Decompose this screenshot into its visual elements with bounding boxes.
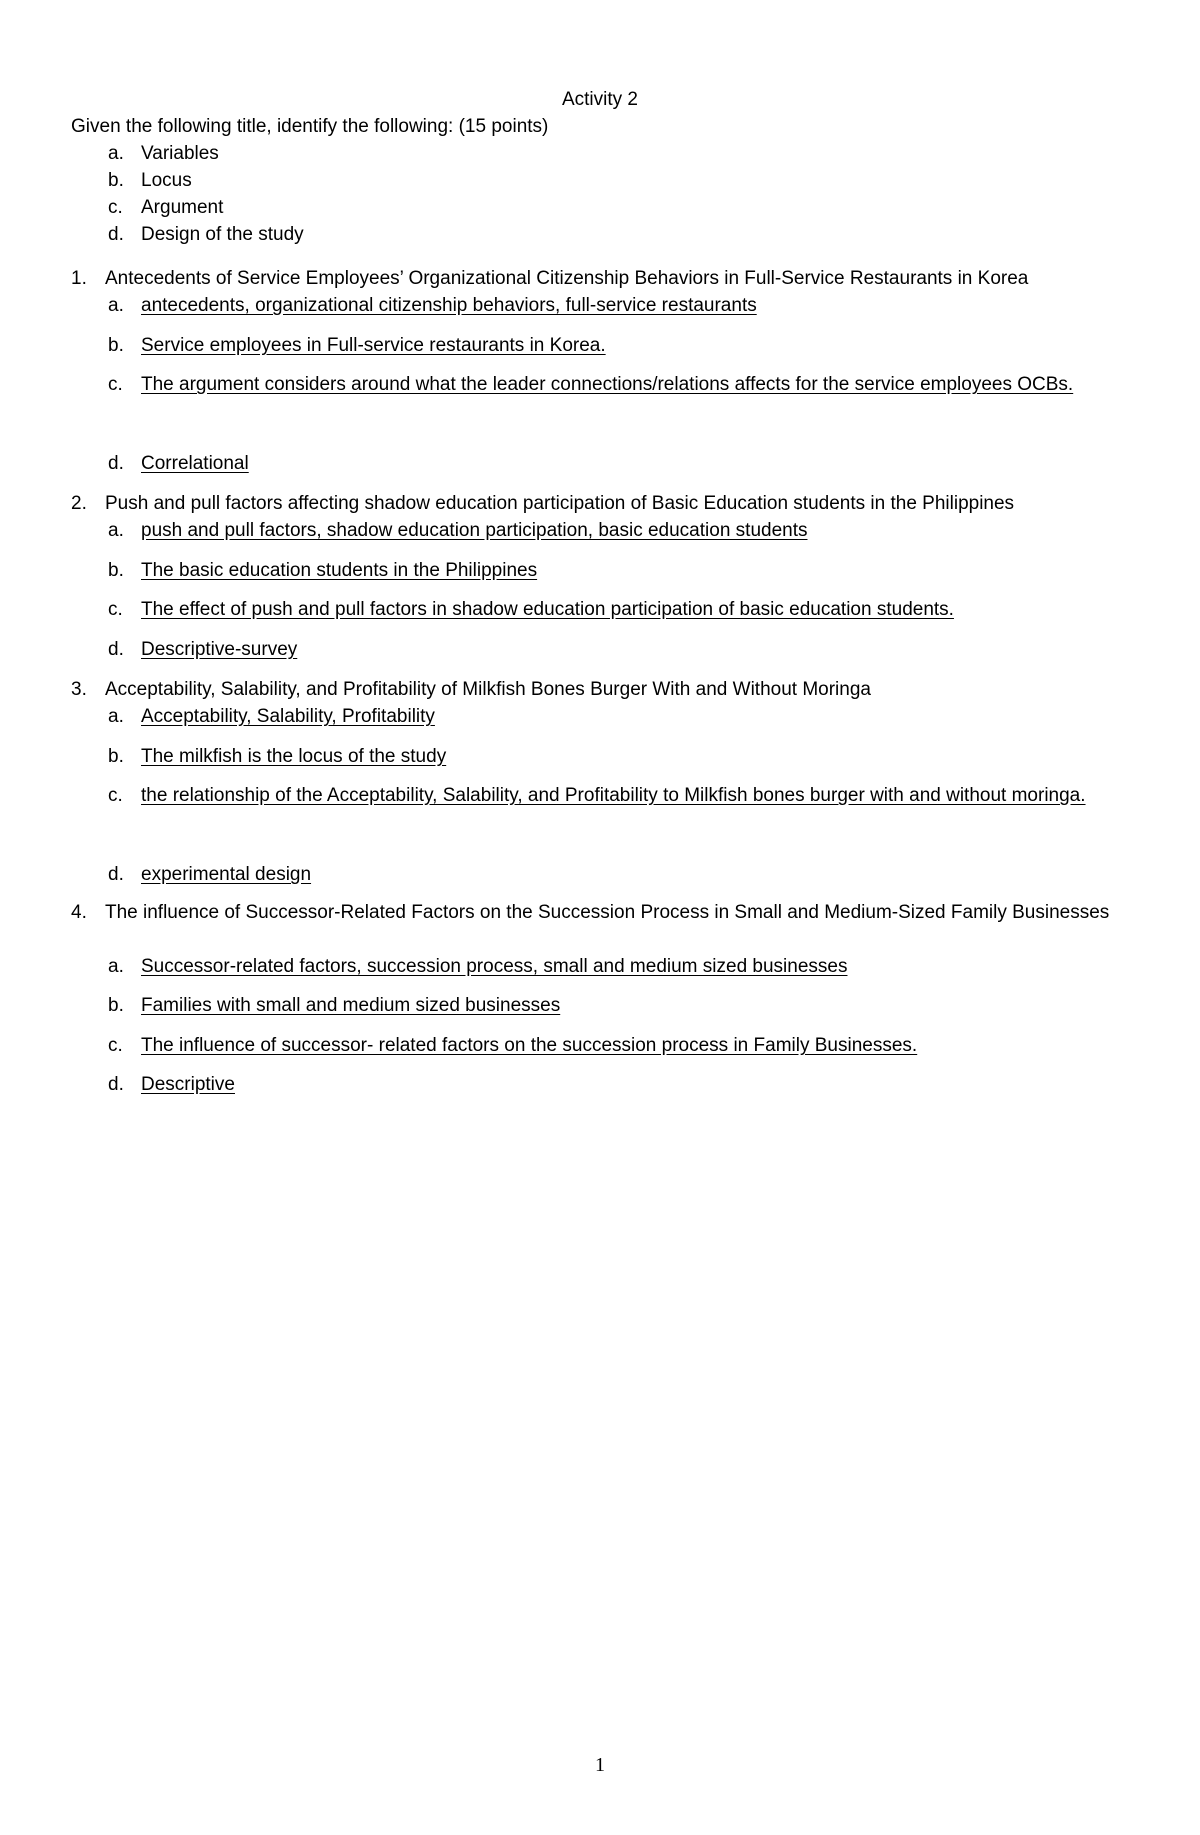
answer-letter: d.	[108, 864, 124, 885]
question-title: The influence of Successor-Related Factors on the Succession Process in Small and Medium-Sized Family Businesses	[105, 902, 1110, 923]
answer-text: the relationship of the Acceptability, Salability, and Profitability to Milkfish bones burger with and without moringa.	[141, 785, 1086, 806]
answer-letter: b.	[108, 335, 124, 356]
question-title: Push and pull factors affecting shadow education participation of Basic Education students in the Philippines	[105, 493, 1015, 514]
answer-letter: c.	[108, 1035, 123, 1056]
criteria-letter: c.	[108, 197, 123, 218]
answer-letter: d.	[108, 639, 124, 660]
criteria-text: Locus	[141, 170, 192, 191]
answer-text: antecedents, organizational citizenship behaviors, full-service restaurants	[141, 295, 757, 316]
answer-text: The argument considers around what the leader connections/relations affects for the service employees OCBs.	[141, 374, 1074, 395]
answer-text: The influence of successor- related factors on the succession process in Family Businesses.	[141, 1035, 918, 1056]
answer-text: experimental design	[141, 864, 312, 885]
activity-title: Activity 2	[561, 89, 639, 110]
answer-text: Families with small and medium sized businesses	[141, 995, 561, 1016]
question-number: 2.	[71, 493, 87, 514]
answer-letter: c.	[108, 599, 123, 620]
question-number: 3.	[71, 679, 87, 700]
answer-letter: a.	[108, 520, 124, 541]
answer-letter: a.	[108, 295, 124, 316]
answer-text: The basic education students in the Philippines	[141, 560, 538, 581]
page-number: 1	[595, 1754, 605, 1776]
answer-letter: d.	[108, 1074, 124, 1095]
answer-text: Correlational	[141, 453, 249, 474]
question-title: Antecedents of Service Employees’ Organizational Citizenship Behaviors in Full-Service Restaurants in Korea	[105, 268, 1029, 289]
criteria-text: Design of the study	[141, 224, 304, 245]
question-number: 4.	[71, 902, 87, 923]
answer-text: Successor-related factors, succession process, small and medium sized businesses	[141, 956, 848, 977]
criteria-text: Argument	[141, 197, 224, 218]
answer-text: The effect of push and pull factors in shadow education participation of basic education students.	[141, 599, 954, 620]
answer-letter: a.	[108, 956, 124, 977]
criteria-letter: a.	[108, 143, 124, 164]
answer-letter: d.	[108, 453, 124, 474]
answer-letter: b.	[108, 995, 124, 1016]
answer-text: Acceptability, Salability, Profitability	[141, 706, 435, 727]
answer-letter: c.	[108, 785, 123, 806]
answer-text: Descriptive	[141, 1074, 235, 1095]
answer-letter: b.	[108, 560, 124, 581]
answer-text: push and pull factors, shadow education participation, basic education students	[141, 520, 808, 541]
question-number: 1.	[71, 268, 87, 289]
answer-letter: a.	[108, 706, 124, 727]
criteria-letter: d.	[108, 224, 124, 245]
criteria-text: Variables	[141, 143, 219, 164]
answer-text: Descriptive-survey	[141, 639, 298, 660]
instructions-text: Given the following title, identify the following: (15 points)	[71, 116, 549, 137]
answer-letter: c.	[108, 374, 123, 395]
answer-text: The milkfish is the locus of the study	[141, 746, 447, 767]
answer-text: Service employees in Full-service restaurants in Korea.	[141, 335, 606, 356]
criteria-letter: b.	[108, 170, 124, 191]
answer-letter: b.	[108, 746, 124, 767]
question-title: Acceptability, Salability, and Profitability of Milkfish Bones Burger With and Without Moringa	[105, 679, 871, 700]
